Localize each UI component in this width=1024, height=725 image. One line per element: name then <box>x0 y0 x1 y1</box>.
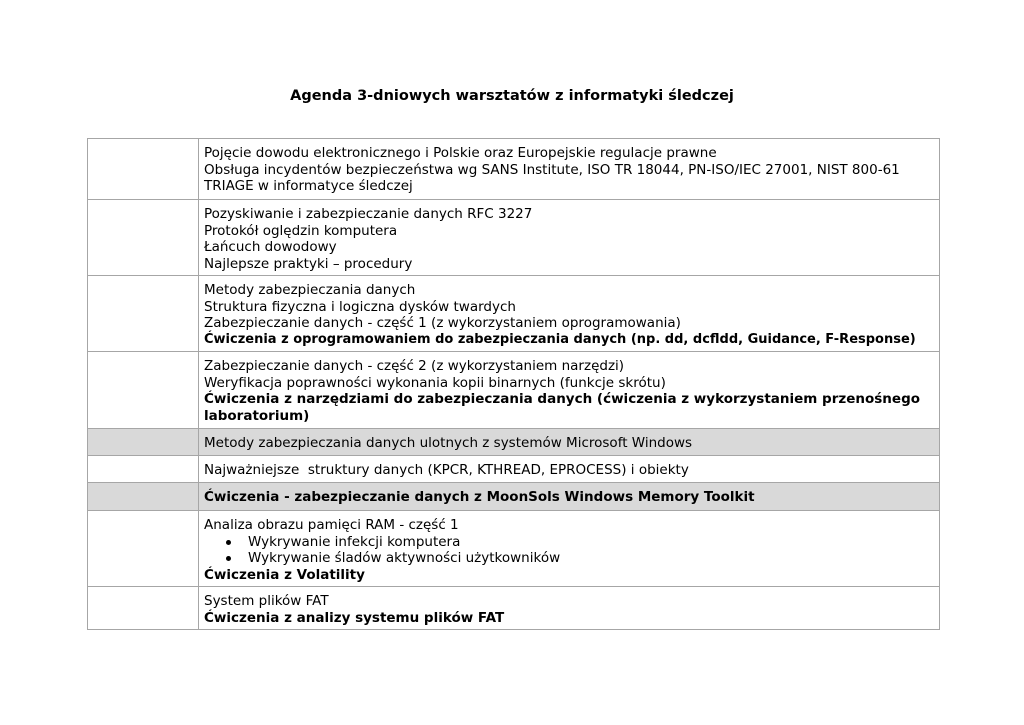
empty-cell <box>88 276 199 352</box>
topic-line: TRIAGE w informatyce śledczej <box>204 178 413 194</box>
topic-cell <box>199 456 940 483</box>
topic-line: Łańcuch dowodowy <box>204 239 337 255</box>
empty-cell <box>88 139 199 200</box>
topic-cell <box>199 483 940 511</box>
empty-cell <box>88 429 199 456</box>
topic-cell <box>199 276 940 352</box>
table-row <box>88 483 940 511</box>
table-row <box>88 429 940 456</box>
exercise-line: Ćwiczenia z oprogramowaniem do zabezpieczania danych (np. dd, dcfldd, Guidance, F-Response) <box>204 331 916 347</box>
empty-cell <box>88 483 199 511</box>
document-title: Agenda 3-dniowych warsztatów z informatyki śledczej <box>290 88 734 104</box>
table-row <box>88 276 940 352</box>
topic-line: Pozyskiwanie i zabezpieczanie danych RFC 3227 <box>204 206 533 222</box>
table-row <box>88 587 940 630</box>
topic-cell <box>199 139 940 200</box>
topic-line: Metody zabezpieczania danych ulotnych z systemów Microsoft Windows <box>204 435 693 451</box>
exercise-line: Ćwiczenia z analizy systemu plików FAT <box>204 609 505 626</box>
exercise-line: Ćwiczenia - zabezpieczanie danych z MoonSols Windows Memory Toolkit <box>204 489 755 505</box>
empty-cell <box>88 456 199 483</box>
bullet-icon <box>226 556 231 561</box>
bullet-item <box>204 550 935 567</box>
topic-cell <box>199 352 940 429</box>
empty-cell <box>88 587 199 630</box>
exercise-line: Ćwiczenia z Volatility <box>204 566 365 583</box>
topic-line: Obsługa incydentów bezpieczeństwa wg SANS Institute, ISO TR 18044, PN-ISO/IEC 27001, NIST 800-61 <box>204 161 900 178</box>
topic-line: Metody zabezpieczania danych <box>204 282 416 298</box>
table-row <box>88 511 940 587</box>
topic-cell <box>199 200 940 276</box>
topic-line: Protokół oględzin komputera <box>204 222 398 239</box>
exercise-line: Ćwiczenia z narzędziami do zabezpieczania danych (ćwiczenia z wykorzystaniem przenośnego laboratorium) <box>204 391 921 424</box>
topic-line: Zabezpieczanie danych - część 1 (z wykorzystaniem oprogramowania) <box>204 315 681 331</box>
table-row <box>88 456 940 483</box>
table-row <box>88 352 940 429</box>
table-row <box>88 200 940 276</box>
bullet-text: Wykrywanie śladów aktywności użytkowników <box>248 550 561 566</box>
table-row <box>88 139 940 200</box>
topic-line: System plików FAT <box>204 593 329 609</box>
topic-cell <box>199 587 940 630</box>
bullet-icon <box>226 540 231 545</box>
empty-cell <box>88 200 199 276</box>
topic-line: Najlepsze praktyki – procedury <box>204 255 413 272</box>
bullet-item <box>204 534 935 551</box>
topic-line: Najważniejsze struktury danych (KPCR, KTHREAD, EPROCESS) i obiekty <box>204 462 689 478</box>
topic-line: Weryfikacja poprawności wykonania kopii binarnych (funkcje skrótu) <box>204 374 666 391</box>
topic-line: Struktura fizyczna i logiczna dysków twardych <box>204 298 516 315</box>
topic-line: Pojęcie dowodu elektronicznego i Polskie oraz Europejskie regulacje prawne <box>204 145 717 161</box>
empty-cell <box>88 352 199 429</box>
topic-cell <box>199 429 940 456</box>
topic-cell <box>199 511 940 587</box>
agenda-table <box>87 138 940 630</box>
empty-cell <box>88 511 199 587</box>
bullet-text: Wykrywanie infekcji komputera <box>248 533 461 550</box>
topic-line: Analiza obrazu pamięci RAM - część 1 <box>204 517 459 533</box>
topic-line: Zabezpieczanie danych - część 2 (z wykorzystaniem narzędzi) <box>204 358 625 374</box>
